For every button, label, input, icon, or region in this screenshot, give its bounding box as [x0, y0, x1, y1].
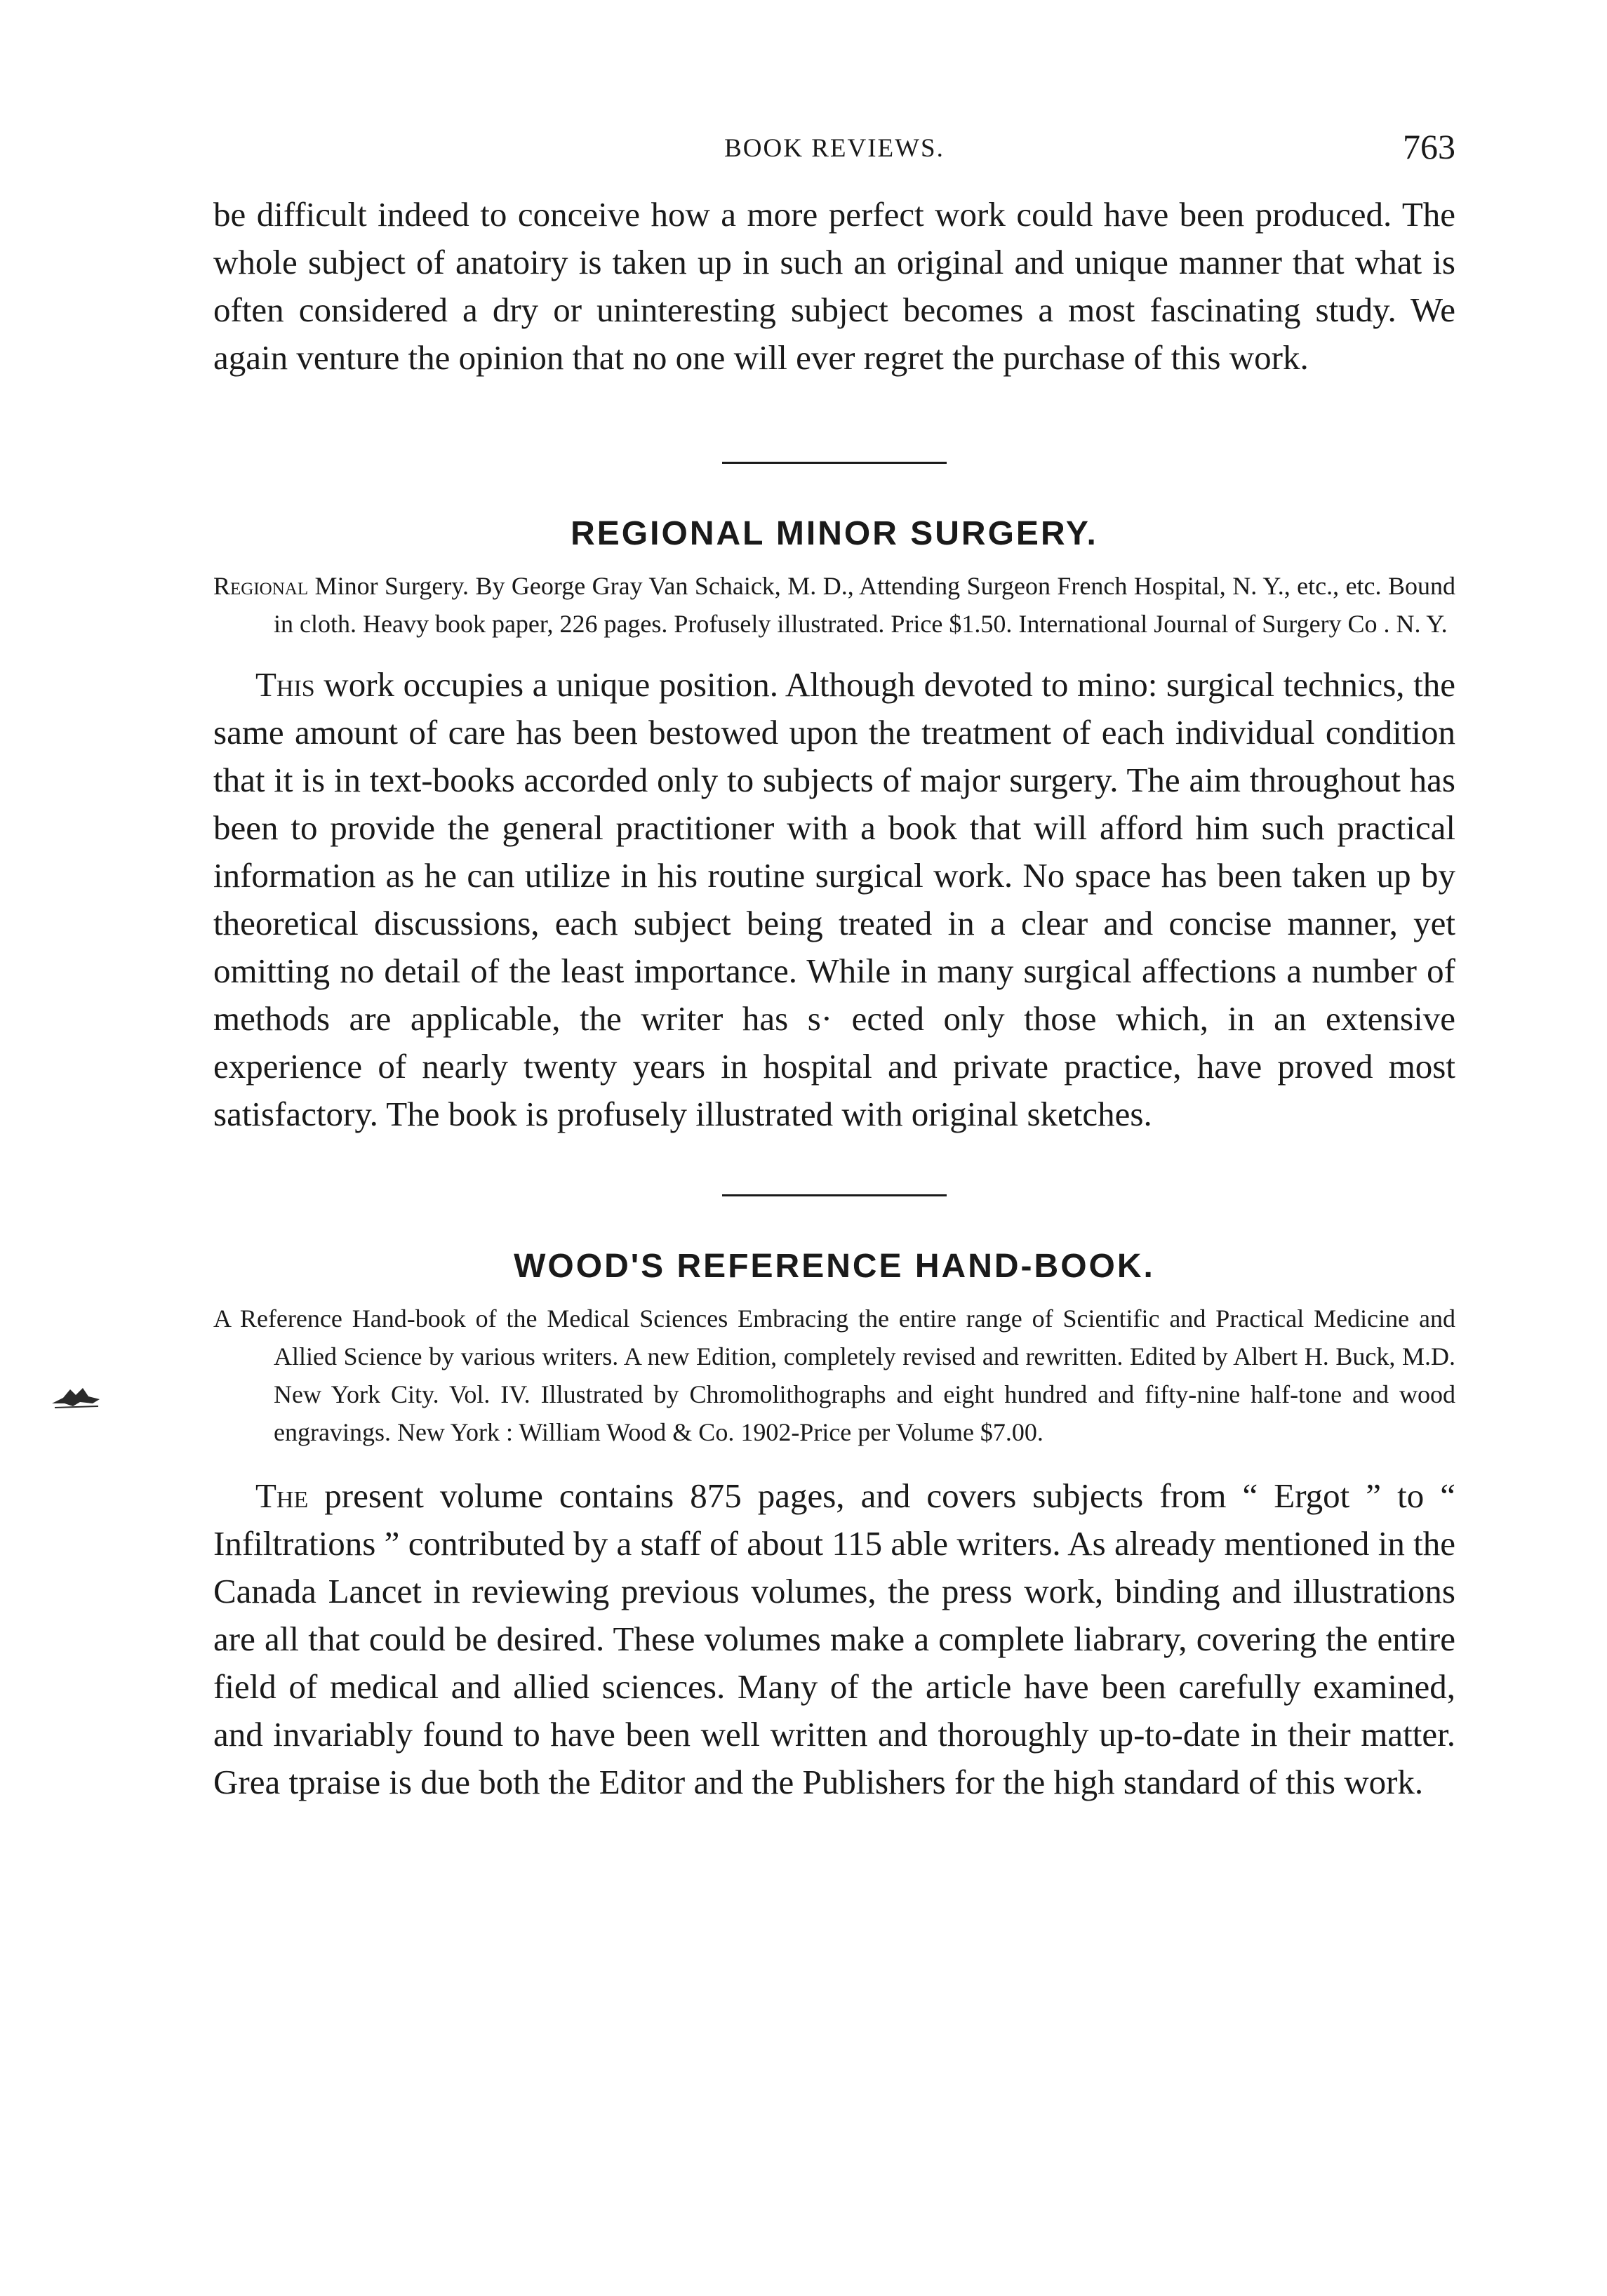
section-divider	[722, 1194, 947, 1196]
review-body: work occupies a unique position. Although devoted to mino: surgical technics, the same amount of care has been bestowed upon the treatment of each individual condition that it is in text-books accorded only to subjects of major surgery. The aim throughout has been to provide the general practitioner with a book that will afford him such practical information as he can utilize in his routine surgical work. No space has been taken up by theoretical discussions, each subject being treated in a clear and concise manner, yet omitting no detail of the least importance. While in many surgical affections a number of methods are applicable, the writer has s· ected only those which, in an extensive experience of nearly twenty years in hospital and private practice, have proved most satisfactory. The book is profusely illustrated with original sketches.	[213, 665, 1455, 1133]
running-title: BOOK REVIEWS.	[724, 134, 945, 163]
ink-smudge-ornament	[49, 1382, 104, 1410]
citation-woods-reference-handbook: A Reference Hand-book of the Medical Sciences Embracing the entire range of Scientific and Practical Medicine and Allied Science by various writers. A new Edition, completely revised and rewritten. Edited by Albert H. Buck, M.D. New York City. Vol. IV. Illustrated by Chromolithographs and eight hundred and fifty-nine half-tone and wood engravings. New York : William Wood & Co. 1902-Price per Volume $7.00.	[213, 1304, 1455, 1446]
citation-regional-minor-surgery	[213, 567, 1455, 643]
book-page	[213, 126, 1455, 1806]
citation-text: Minor Surgery. By George Gray Van Schaick, M. D., Attending Surgeon French Hospital, N. Y., etc., etc. Bound in cloth. Heavy book paper, 226 pages. Profusely illustrated. Price $1.50. International Journal of Surgery Co . N. Y.	[274, 572, 1455, 638]
review-heading-regional-minor-surgery: REGIONAL MINOR SURGERY.	[571, 515, 1098, 552]
page-number: 763	[1403, 127, 1455, 166]
lead-word: The	[255, 1476, 309, 1515]
citation-lead: Regional	[213, 572, 309, 600]
review-paragraph-regional-minor-surgery	[213, 661, 1455, 1138]
review-paragraph-woods-reference-handbook	[213, 1472, 1455, 1806]
review-body: present volume contains 875 pages, and covers subjects from “ Ergot ” to “ Infiltrations ” contributed by a staff of about 115 able writers. As already mentioned in the Canada Lancet in reviewing previous volumes, the press work, binding and illustrations are all that could be desired. These volumes make a complete liabrary, covering the entire field of medical and allied sciences. Many of the article have been carefully examined, and invariably found to have been well written and thoroughly up-to-date in their matter. Grea tpraise is due both the Editor and the Publishers for the high standard of this work.	[213, 1476, 1455, 1801]
section-divider	[722, 462, 947, 464]
running-header	[213, 126, 1455, 182]
review-heading-woods-reference-handbook: WOOD'S REFERENCE HAND-BOOK.	[514, 1248, 1155, 1285]
intro-paragraph: be difficult indeed to conceive how a more perfect work could have been produced. The whole subject of anatoiry is taken up in such an original and unique manner that what is often considered a dry or uninteresting subject becomes a most fascinating study. We again venture the opinion that no one will ever regret the purchase of this work.	[213, 195, 1455, 377]
lead-word: This	[255, 665, 315, 704]
